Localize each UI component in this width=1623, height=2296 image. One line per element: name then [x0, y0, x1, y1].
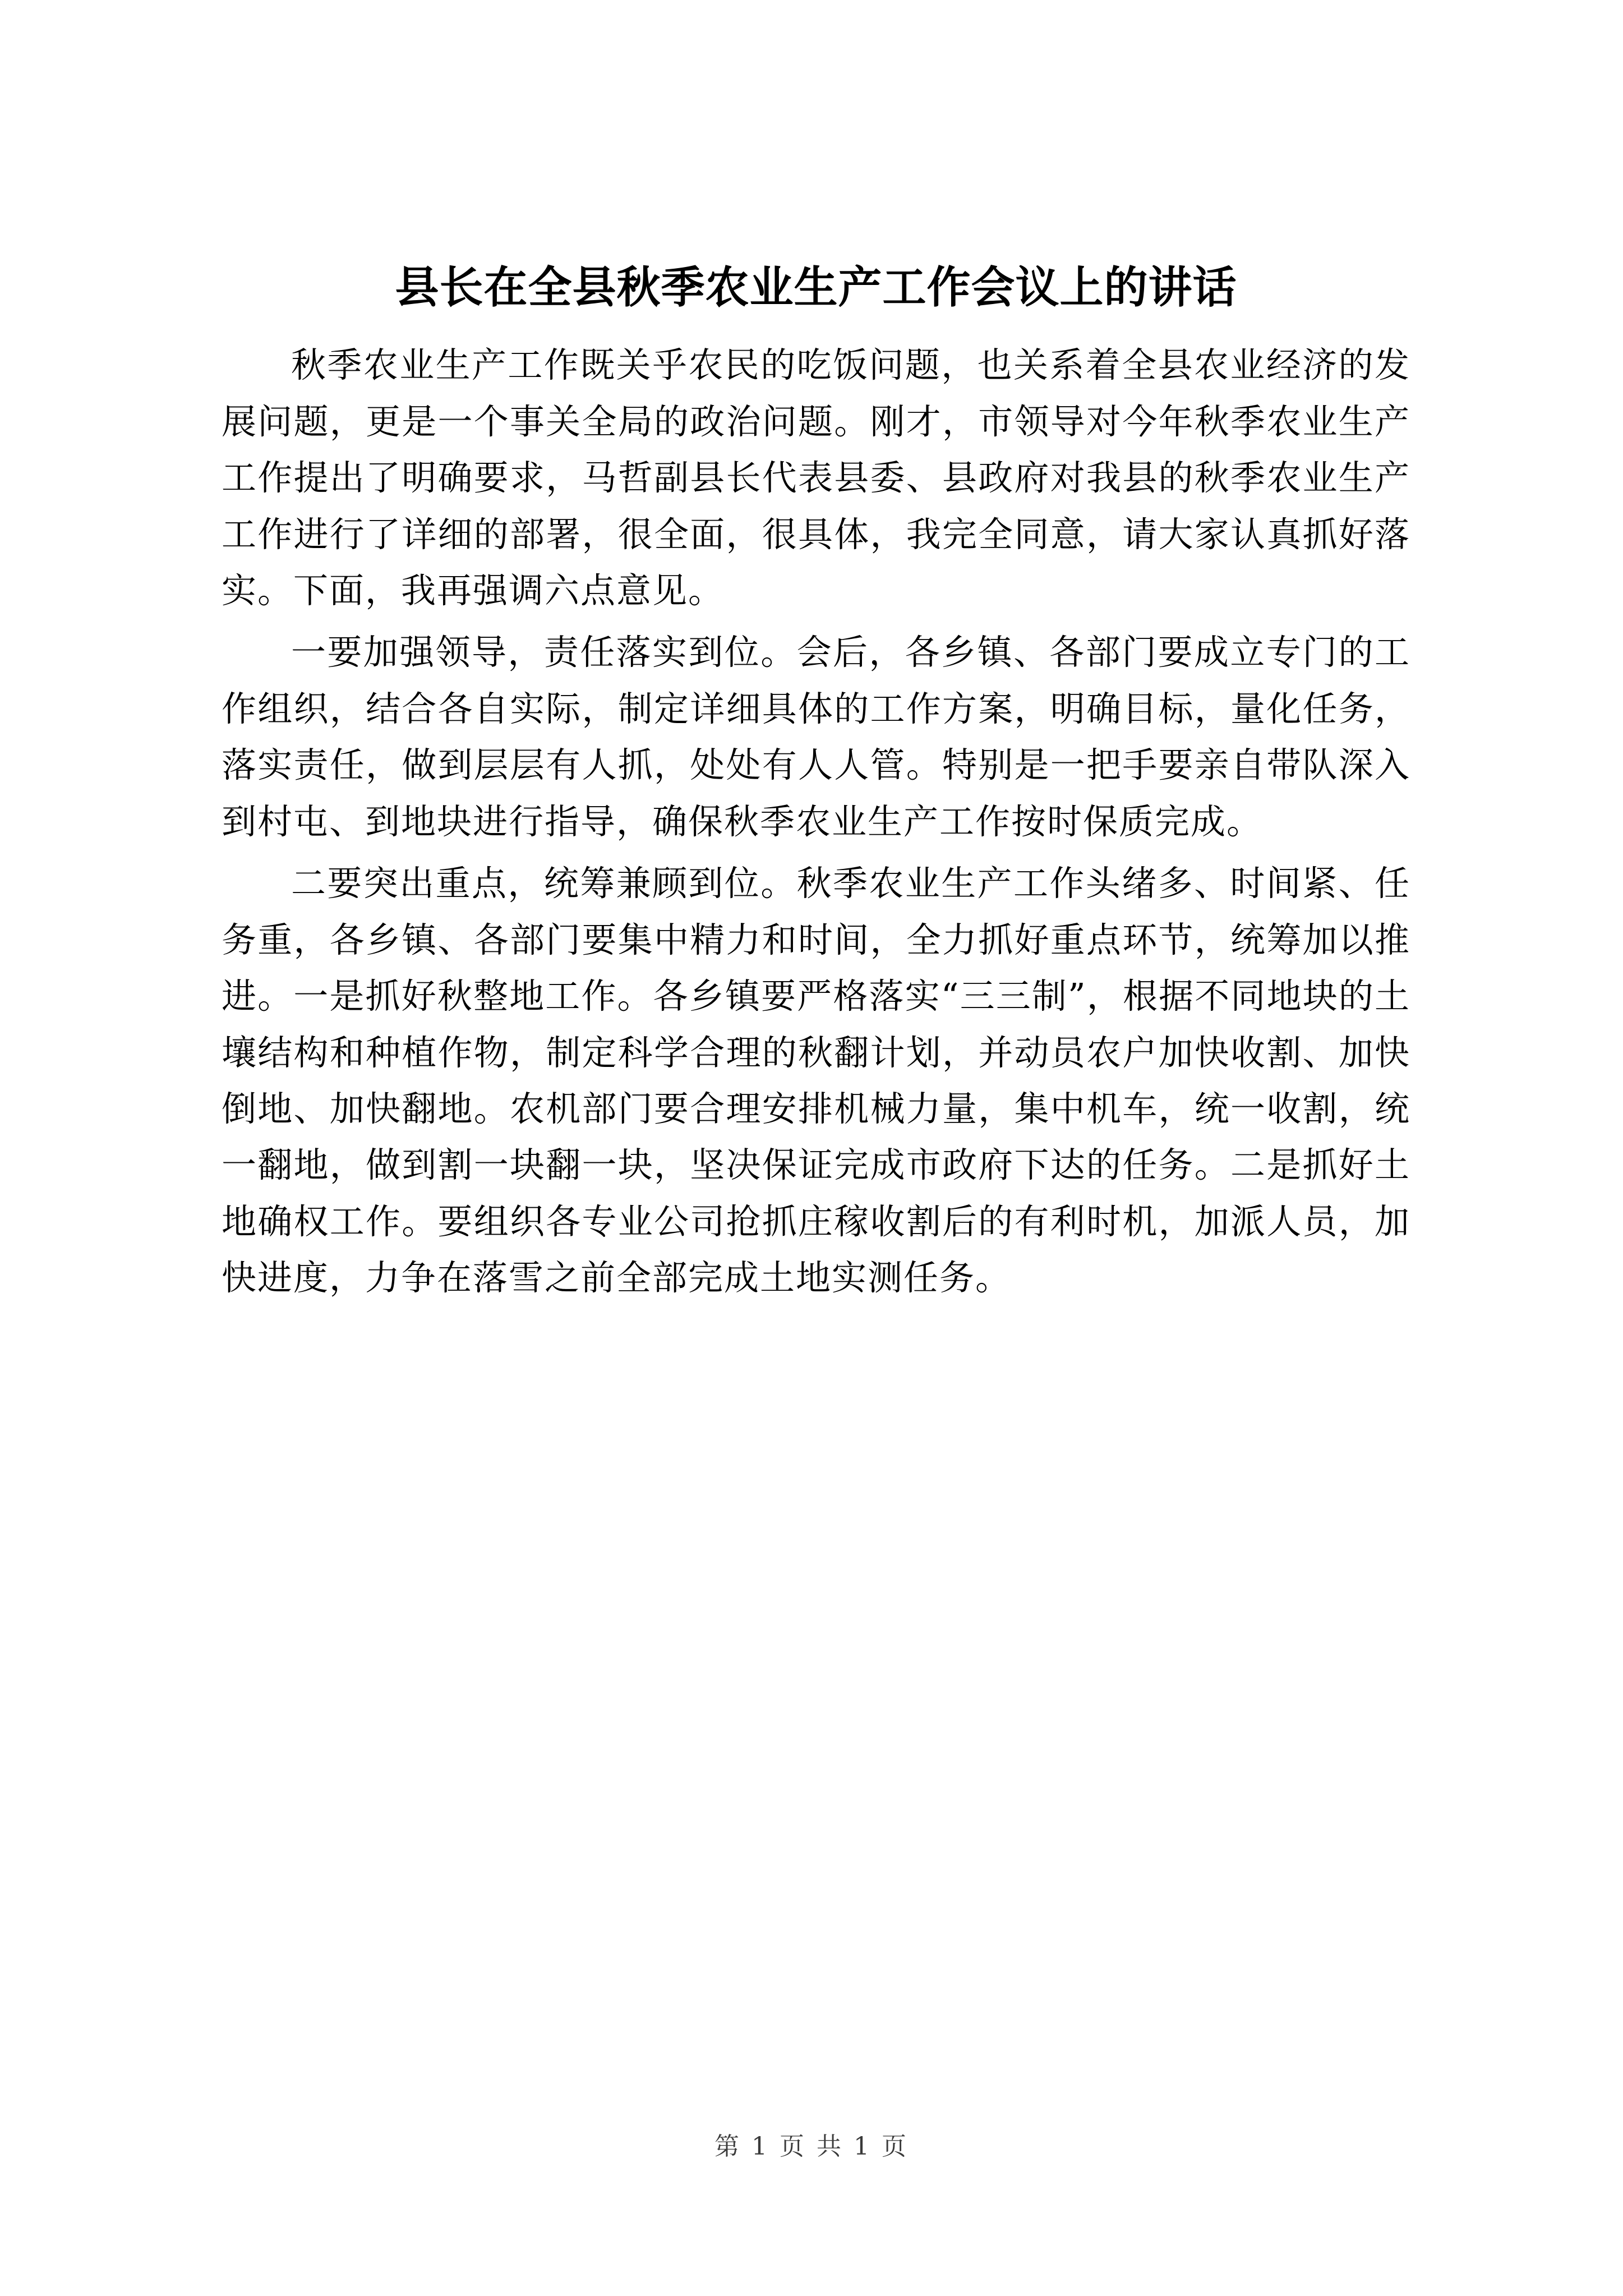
paragraph-3: 二要突出重点，统筹兼顾到位。秋季农业生产工作头绪多、时间紧、任务重，各乡镇、各部门要集中精力和时间，全力抓好重点环节，统筹加以推进。一是抓好秋整地工作。各乡镇要严格落实“三三制”，根据不同地块的土壤结构和种植作物，制定科学合理的秋翻计划，并动员农户加快收割、加快倒地、加快翻地。农机部门要合理安排机械力量，集中机车，统一收割，统一翻地，做到割一块翻一块，坚决保证完成市政府下达的任务。二是抓好土地确权工作。要组织各专业公司抢抓庄稼收割后的有利时机，加派人员，加快进度，力争在落雪之前全部完成土地实测任务。: [222, 863, 1410, 1299]
paragraph-1: 秋季农业生产工作既关乎农民的吃饭问题，也关系着全县农业经济的发展问题，更是一个事关全局的政治问题。刚才，市领导对今年秋季农业生产工作提出了明确要求，马哲副县长代表县委、县政府对我县的秋季农业生产工作进行了详细的部署，很全面，很具体，我完全同意，请大家认真抓好落实。下面，我再强调六点意见。: [222, 344, 1410, 611]
document-body: [222, 258, 1410, 1312]
page-title: 县长在全县秋季农业生产工作会议上的讲话: [395, 262, 1237, 313]
page-footer: 第 1 页 共 1 页: [714, 2132, 909, 2161]
paragraph-2: 一要加强领导，责任落实到位。会后，各乡镇、各部门要成立专门的工作组织，结合各自实际，制定详细具体的工作方案，明确目标，量化任务，落实责任，做到层层有人抓，处处有人人管。特别是一把手要亲自带队深入到村屯、到地块进行指导，确保秋季农业生产工作按时保质完成。: [222, 632, 1410, 842]
